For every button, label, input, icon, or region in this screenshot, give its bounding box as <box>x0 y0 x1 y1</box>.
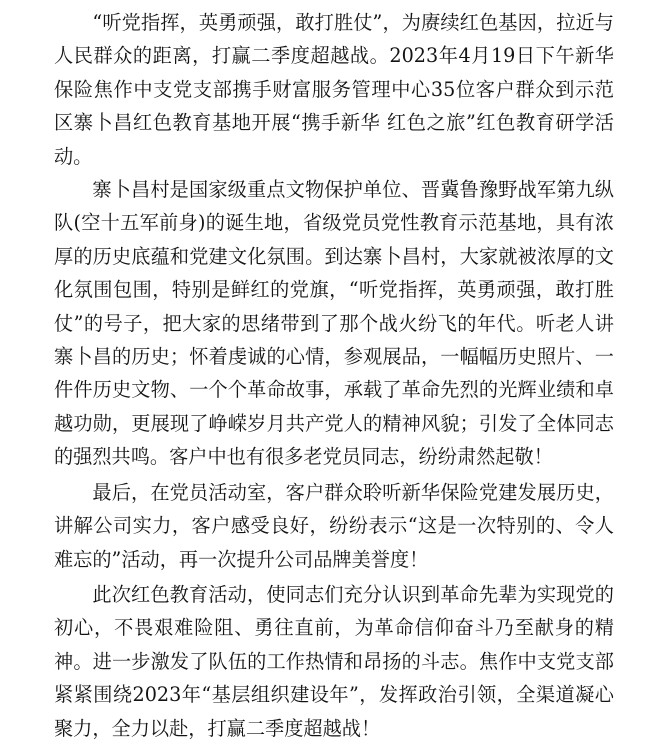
paragraph-conclusion: 此次红色教育活动，使同志们充分认识到革命先辈为实现党的初心，不畏艰难险阻、勇往直前，为革命信仰奋斗乃至献身的精神。进一步激发了队伍的工作热情和昂扬的斗志。焦作中支党支部紧紧围绕2023年“基层组织建设年”，发挥政治引领，全渠道凝心聚力，全力以赴，打赢二季度超越战！ <box>54 582 614 740</box>
article-body <box>54 6 614 745</box>
paragraph-village-history: 寨卜昌村是国家级重点文物保护单位、晋冀鲁豫野战军第九纵队(空十五军前身)的诞生地，省级党员党性教育示范基地，具有浓厚的历史底蕴和党建文化氛围。到达寨卜昌村，大家就被浓厚的文化氛围包围，特别是鲜红的党旗，“听党指挥，英勇顽强，敢打胜仗”的号子，把大家的思绪带到了那个战火纷飞的年代。听老人讲寨卜昌的历史；怀着虔诚的心情，参观展品，一幅幅历史照片、一件件历史文物、一个个革命故事，承载了革命先烈的光辉业绩和卓越功勋，更展现了峥嵘岁月共产党人的精神风貌；引发了全体同志的强烈共鸣。客户中也有很多老党员同志，纷纷肃然起敬！ <box>54 178 614 469</box>
paragraph-activity-room: 最后，在党员活动室，客户群众聆听新华保险党建发展历史，讲解公司实力，客户感受良好，纷纷表示“这是一次特别的、令人难忘的”活动，再一次提升公司品牌美誉度！ <box>54 480 614 571</box>
paragraph-intro: “听党指挥，英勇顽强，敢打胜仗”，为赓续红色基因，拉近与人民群众的距离，打赢二季度超越战。2023年4月19日下午新华保险焦作中支党支部携手财富服务管理中心35位客户群众到示范区寨卜昌红色教育基地开展“携手新华 红色之旅”红色教育研学活动。 <box>54 11 614 168</box>
